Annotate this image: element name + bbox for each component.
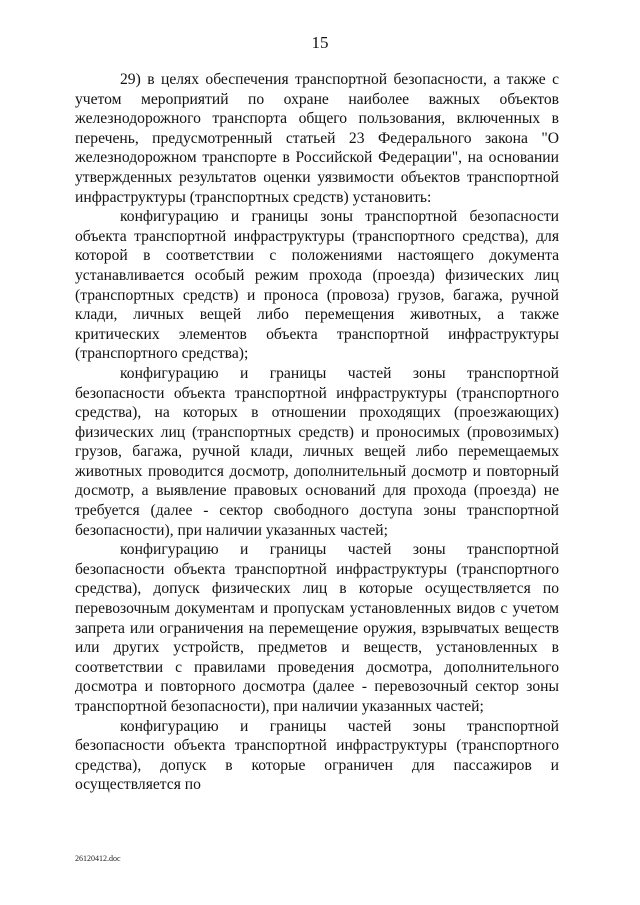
file-name-footer: 26120412.doc: [75, 854, 121, 863]
paragraph-restricted-sector: конфигурацию и границы частей зоны транспортной безопасности объекта транспортной инфраструктуры (транспортного средства), допуск в которые ограничен для пассажиров и осуществляется по: [75, 717, 559, 794]
paragraph-free-access-sector: конфигурацию и границы частей зоны транспортной безопасности объекта транспортной инфраструктуры (транспортного средства), на которых в отношении проходящих (проезжающих) физических лиц (транспортных средств) и проносимых (провозимых) грузов, багажа, ручной клади, личных вещей либо перемещаемых животных проводится досмотр, дополнительный досмотр и повторный досмотр, а выявление правовых оснований для прохода (проезда) не требуется (далее - сектор свободного доступа зоны транспортной безопасности), при наличии указанных частей;: [75, 364, 559, 539]
paragraph-zone-configuration: конфигурацию и границы зоны транспортной безопасности объекта транспортной инфраструктуры (транспортного средства), для которой в соответствии с положениями настоящего документа устанавливается особый режим прохода (проезда) физических лиц (транспортных средств) и проноса (провоза) грузов, багажа, ручной клади, личных вещей либо перемещения животных, а также критических элементов объекта транспортной инфраструктуры (транспортного средства);: [75, 208, 559, 363]
paragraph-item-29: 29) в целях обеспечения транспортной безопасности, а также с учетом мероприятий по охране наиболее важных объектов железнодорожного транспорта общего пользования, включенных в перечень, предусмотренный статьей 23 Федерального закона "О железнодорожном транспорте в Российской Федерации", на основании утвержденных результатов оценки уязвимости объектов транспортной инфраструктуры (транспортных средств) установить:: [75, 71, 559, 206]
page-number: 15: [311, 33, 329, 52]
document-body: [75, 70, 559, 795]
paragraph-transport-sector: конфигурацию и границы частей зоны транспортной безопасности объекта транспортной инфраструктуры (транспортного средства), допуск физических лиц в которые осуществляется по перевозочным документам и пропускам установленных видов с учетом запрета или ограничения на перемещение оружия, взрывчатых веществ или других устройств, предметов и веществ, установленных в соответствии с правилами проведения досмотра, дополнительного досмотра и повторного досмотра (далее - перевозочный сектор зоны транспортной безопасности), при наличии указанных частей;: [75, 541, 559, 715]
